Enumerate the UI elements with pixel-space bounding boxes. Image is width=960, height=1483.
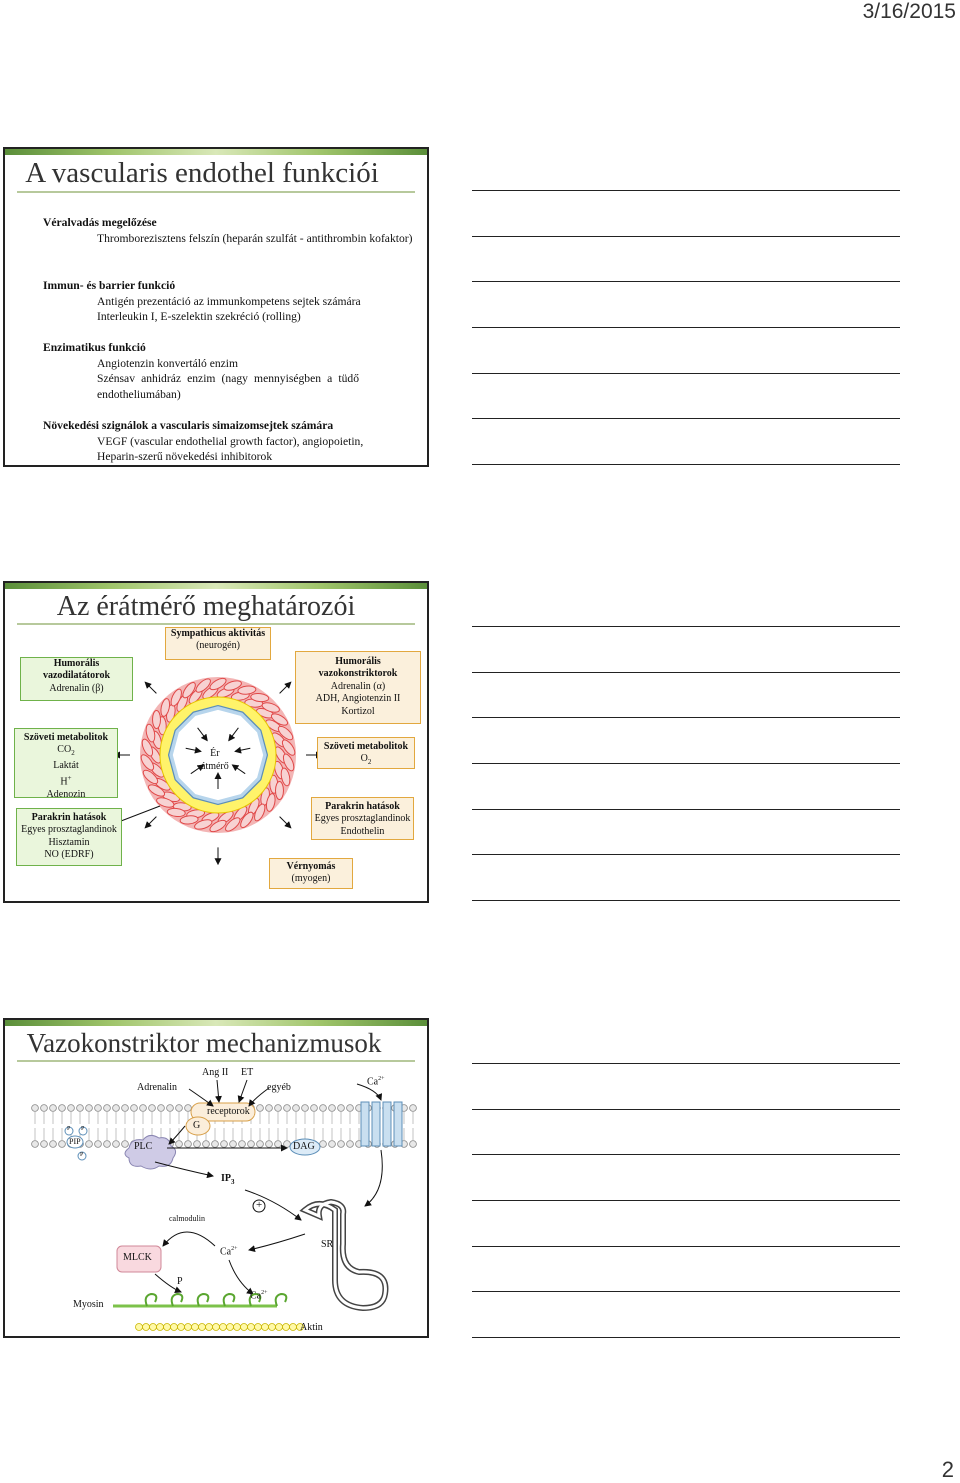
section-immune: Immun- és barrier funkció Antigén prezentáció az immunkompetens sejtek számára Interleukin I, E-szelektin szekréció (rolling): [43, 279, 361, 324]
label-ip3: $IP_3$: [221, 1173, 235, 1186]
box-humoral-constrictor: Humorális vazokonstriktorok Adrenalin (α) ADH, Angiotenzin II Kortizol: [295, 651, 421, 724]
box-myogen: Vérnyomás (myogen): [269, 858, 353, 889]
calcium-channel: [361, 1102, 402, 1146]
label-myosin: Myosin: [73, 1299, 104, 1310]
label-p1: P: [67, 1126, 71, 1132]
label-receptorok: receptorok: [207, 1106, 250, 1117]
label-ca-top: $Ca^{2+}$: [367, 1076, 385, 1088]
box-sympathicus: Sympathicus aktivitás (neurogén): [165, 627, 271, 660]
print-date: 3/16/2015: [862, 0, 956, 23]
center-label: Ér átmérő: [201, 748, 229, 772]
slide-title: A vascularis endothel funkciói: [25, 157, 379, 189]
box-paracrine-right: Parakrin hatások Egyes prosztaglandinok Endothelin: [311, 797, 414, 840]
actin-filament: [136, 1324, 304, 1331]
label-adrenalin: Adrenalin: [137, 1082, 177, 1093]
label-sr: SR: [321, 1239, 334, 1250]
slide-vessel-diameter: [3, 581, 429, 903]
box-paracrine-left: Parakrin hatások Egyes prosztaglandinok Hisztamin NO (EDRF): [16, 808, 122, 866]
label-pip: PIP: [69, 1137, 81, 1146]
label-ang-ii: Ang II: [202, 1067, 229, 1078]
label-plc: PLC: [134, 1141, 153, 1152]
slide-vasoconstrictor-mechanisms: [3, 1018, 429, 1338]
slide-title: Vazokonstriktor mechanizmusok: [26, 1028, 382, 1058]
slide-endothel-functions: [3, 147, 429, 467]
title-underline: [17, 191, 415, 193]
section-enzymatic: Enzimatikus funkció Angiotenzin konvertáló enzim Szénsav anhidráz enzim (nagy mennyiségben a tüdő endotheliumában): [43, 341, 359, 401]
label-dag: DAG: [293, 1141, 315, 1152]
label-p3: P: [80, 1152, 84, 1158]
label-plus: +: [256, 1199, 263, 1211]
title-band: [5, 149, 427, 155]
box-tissue-metabolites-right: Szöveti metabolitok $O_2$: [317, 737, 415, 769]
label-p2: P: [81, 1126, 85, 1132]
label-et: ET: [241, 1067, 254, 1078]
label-aktin: Aktin: [300, 1322, 323, 1333]
label-ca-low: $Ca^{2+}$: [250, 1290, 268, 1302]
label-p-myosin: P: [177, 1276, 183, 1287]
box-humoral-dilator: Humorális vazodilatátorok Adrenalin (β): [20, 657, 133, 701]
label-calmodulin: calmodulin: [169, 1214, 205, 1223]
section-coagulation: Véralvadás megelőzése Thromborezisztens felszín (heparán szulfát - antithrombin kofaktor): [43, 216, 413, 245]
label-mlck: MLCK: [123, 1252, 152, 1263]
box-tissue-metabolites-left: Szöveti metabolitok $CO_2$ Laktát H+ Adenozin: [14, 728, 118, 798]
section-growth-signals: Növekedési szignálok a vascularis simaizomsejtek számára VEGF (vascular endothelial growth factor), angiopoietin, Heparin-szerű növekedési inhibitorok: [43, 419, 364, 464]
label-ca-mid: $Ca^{2+}$: [220, 1246, 238, 1258]
label-g: G: [193, 1120, 201, 1131]
sr-shape: [305, 1202, 385, 1308]
label-egyeb: egyéb: [267, 1082, 291, 1093]
slide-title: Az érátmérő meghatározói: [56, 591, 356, 622]
page-number: 2: [941, 1457, 954, 1482]
